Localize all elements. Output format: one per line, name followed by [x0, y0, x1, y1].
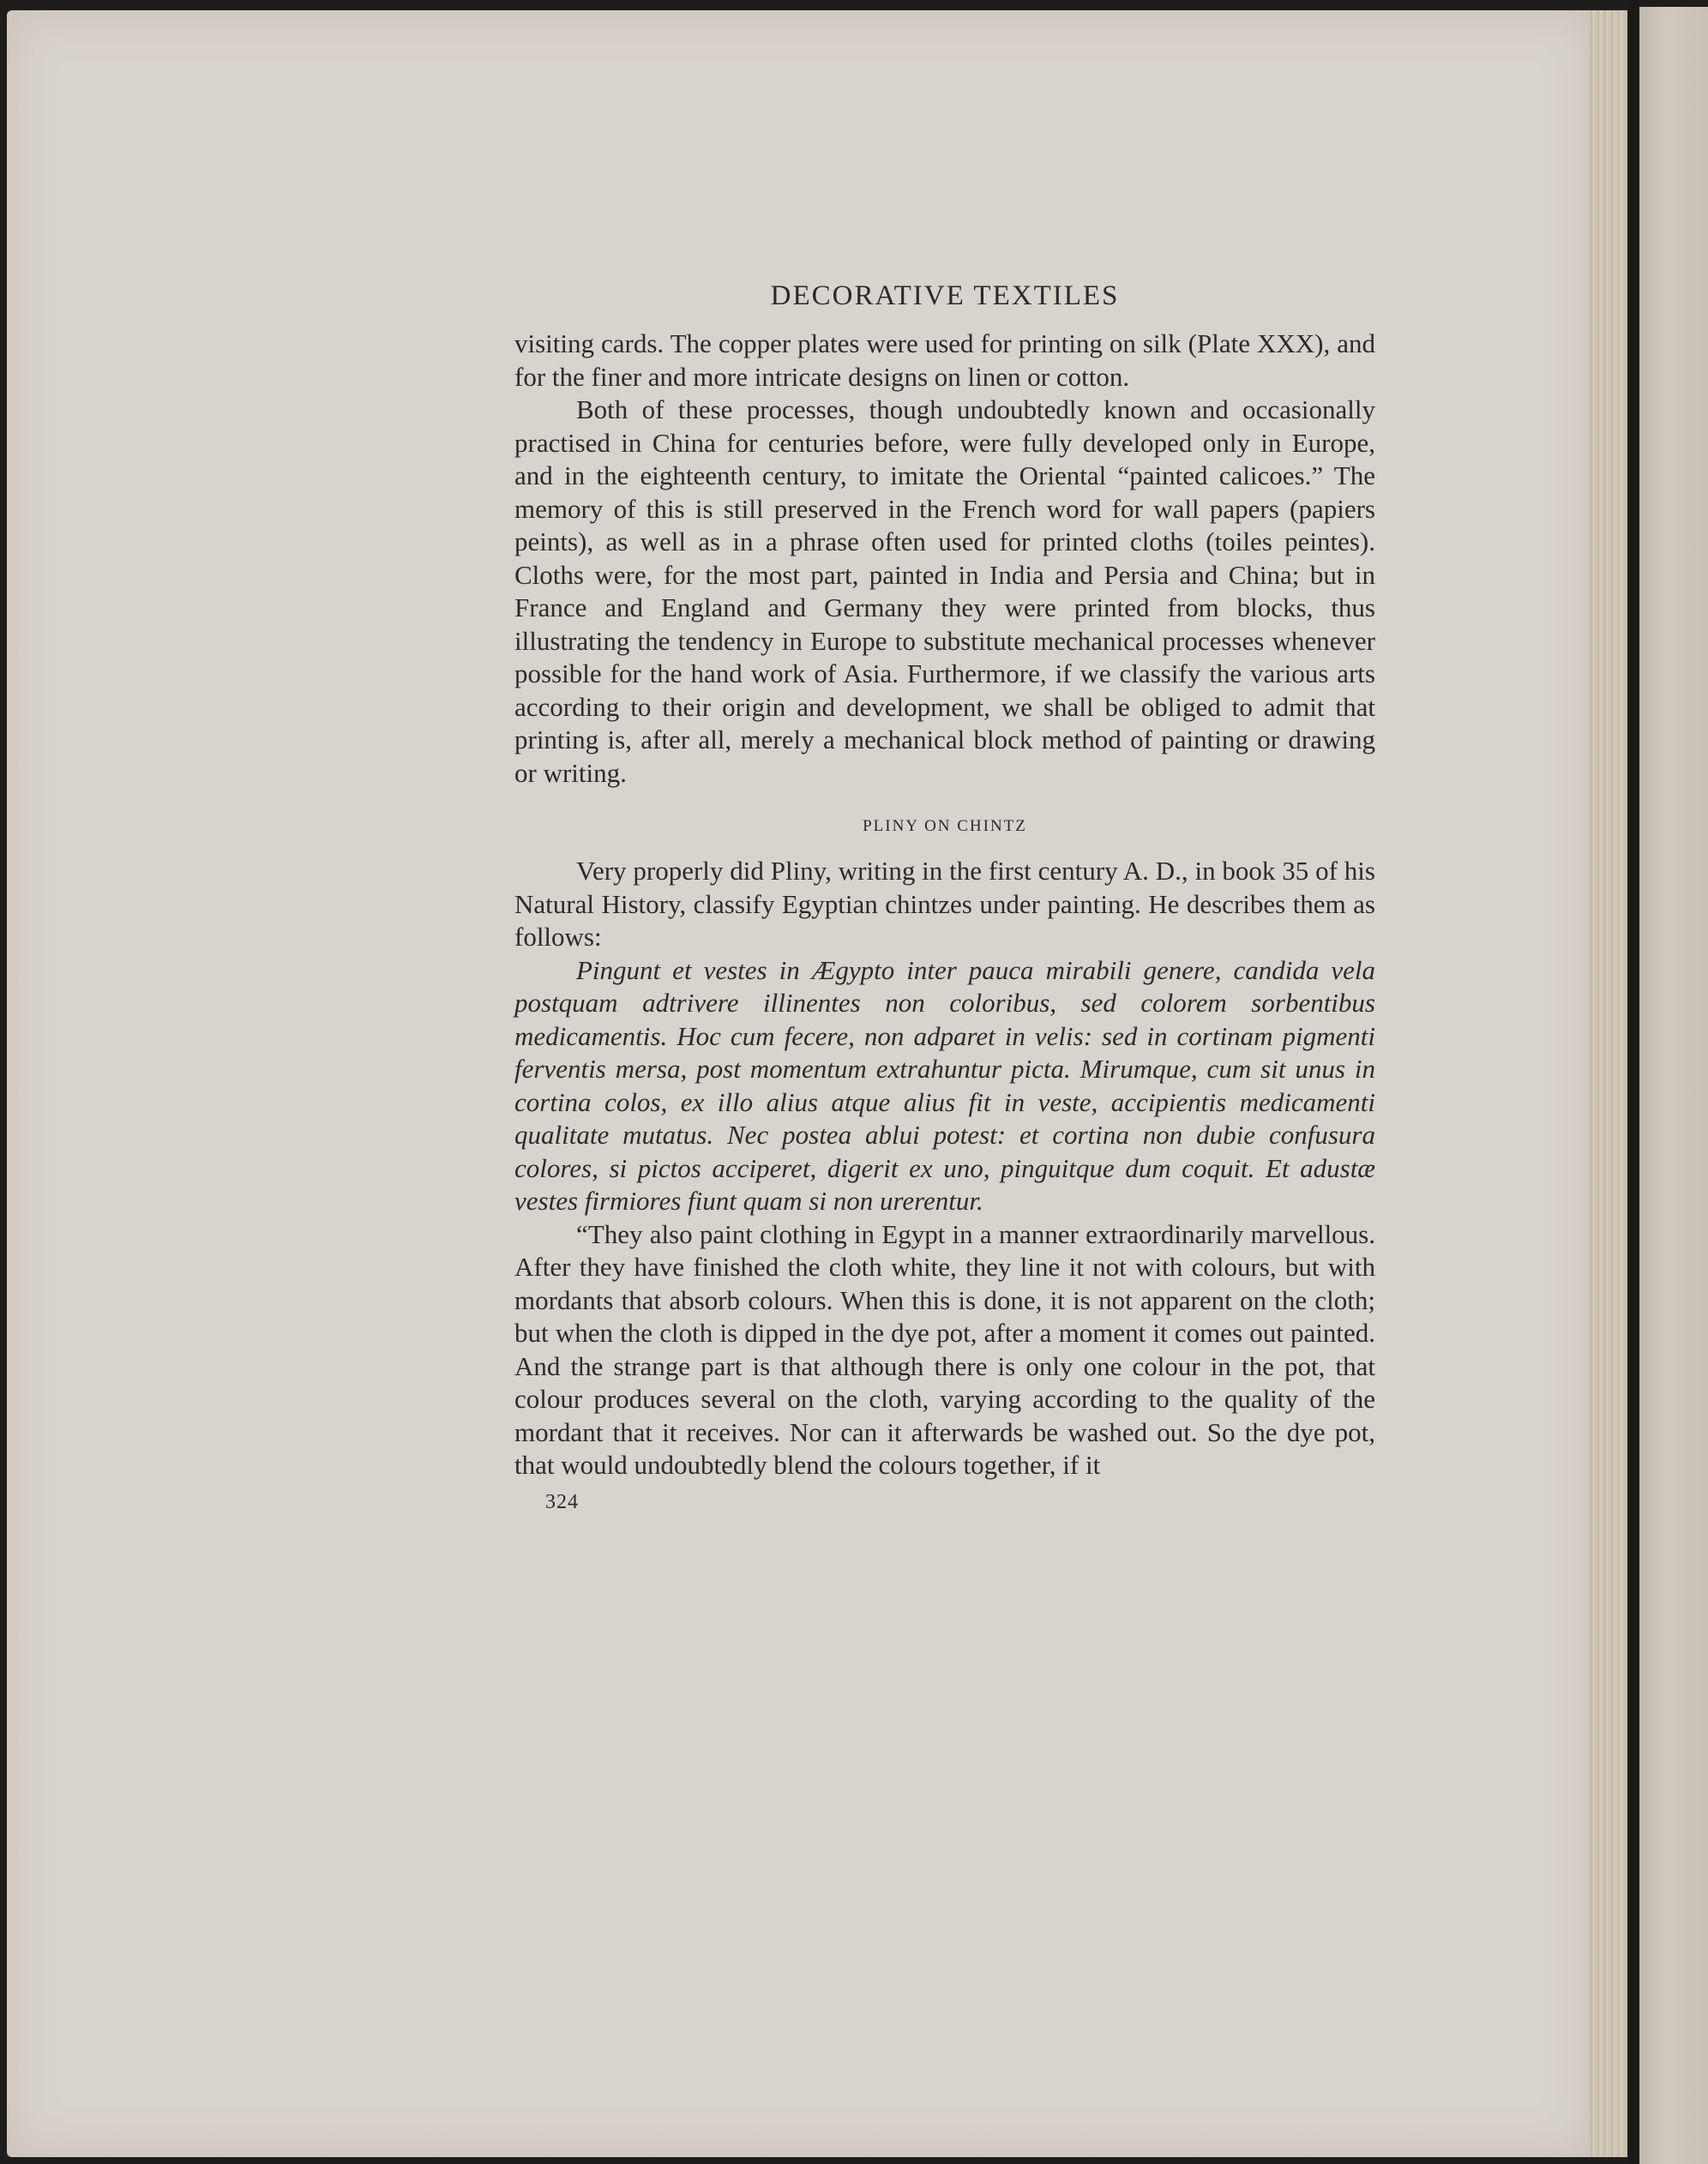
running-head: DECORATIVE TEXTILES: [770, 280, 1120, 311]
paragraph-2: Both of these processes, though undoubtedly known and occasionally practised in China for centuries before, were fully developed only in Europe, and in the eighteenth century, to imitate the Oriental “painted calicoes.” The memory of this is still preserved in the French word for wall papers (papiers peints), as well as in a phrase often used for printed cloths (toiles peintes). Cloths were, for the most part, painted in India and Persia and China; but in France and England and Germany they were printed from blocks, thus illustrating the tendency in Europe to substitute mechanical processes whenever possible for the hand work of Asia. Furthermore, if we classify the various arts according to their origin and development, we shall be obliged to admit that printing is, after all, merely a mechanical block method of painting or drawing or writing.: [514, 394, 1375, 788]
page-number: 324: [545, 1490, 579, 1513]
book-gutter: [1588, 10, 1627, 2157]
gutter-shadow: [1627, 0, 1639, 2164]
paragraph-translation: “They also paint clothing in Egypt in a manner extraordinarily marvellous. After they have finished the cloth white, they line it not with colours, but with mordants that absorb colours. When this is done, it is not apparent on the cloth; but when the cloth is dipped in the dye pot, after a moment it comes out painted. And the strange part is that although there is only one colour in the pot, that colour produces several on the cloth, varying according to the quality of the mordant that it receives. Nor can it afterwards be washed out. So the dye pot, that would undoubtedly blend the colours together, if it: [514, 1218, 1375, 1480]
paragraph-latin-quote: Pingunt et vestes in Ægypto inter pauca mirabili genere, candida vela postquam adtrivere illinentes non coloribus, sed colorem sorbentibus medicamentis. Hoc cum fecere, non adparet in velis: sed in cortinam pigmenti ferventis mersa, post momentum extrahuntur picta. Mirumque, cum sit unus in cortina colos, ex illo alius atque alius fit in veste, accipientis medicamenti qualitate mutatus. Nec postea ablui potest: et cortina non dubie confusura colores, si pictos acciperet, digerit ex uno, pinguitque dum coquit. Et adustæ vestes firmiores fiunt quam si non urerentur.: [514, 954, 1375, 1216]
paragraph-3: Very properly did Pliny, writing in the first century A. D., in book 35 of his Natural History, classify Egyptian chintzes under painting. He describes them as follows:: [514, 856, 1375, 952]
section-heading: PLINY ON CHINTZ: [863, 817, 1027, 835]
paragraph-1: visiting cards. The copper plates were used for printing on silk (Plate XXX), and for the finer and more intricate designs on linen or cotton.: [514, 328, 1375, 392]
facing-page-edge: [1639, 7, 1708, 2164]
text-block: [514, 274, 1375, 1514]
